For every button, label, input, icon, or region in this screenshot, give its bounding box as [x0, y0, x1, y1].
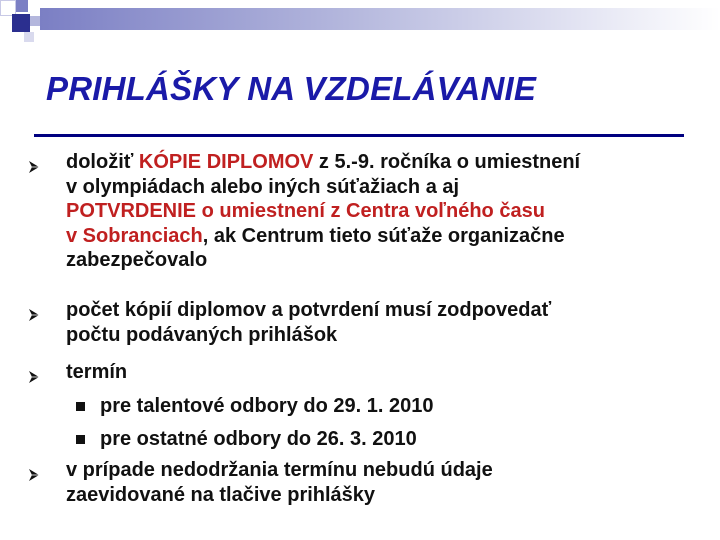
bullet-item: [66, 458, 706, 507]
corner-square-blue: [16, 0, 28, 12]
bullet-text-line: [66, 323, 706, 348]
highlighted-text: POTVRDENIE o umiestnení z Centra voľného času: [66, 200, 545, 223]
bullet-item: [66, 298, 706, 347]
highlighted-text: KÓPIE DIPLOMOV: [138, 151, 314, 173]
square-bullet-icon: [76, 402, 85, 411]
bullet-text-line: [66, 150, 706, 175]
bullet-item: [66, 150, 706, 273]
corner-square-dark: [12, 14, 30, 32]
bullet-text-line: [66, 458, 706, 483]
arrow-bullet-icon: [28, 366, 40, 380]
text-segment: z 5.-9. ročníka o umiestnení: [313, 151, 581, 173]
square-bullet-icon: [76, 435, 85, 444]
arrow-bullet-icon: [28, 156, 40, 170]
corner-square-pale: [24, 32, 34, 42]
header-gradient-bar: [40, 8, 720, 30]
title-underline: [34, 134, 684, 137]
bullet-item: [66, 360, 706, 385]
bullet-text-line: [66, 248, 706, 273]
text-segment: doložiť: [66, 151, 139, 173]
text-segment: v olympiádach alebo iných súťažiach a aj: [66, 175, 460, 198]
arrow-bullet-icon: [28, 464, 40, 478]
sub-bullet-item: [100, 427, 700, 452]
arrow-bullet-icon: [28, 304, 40, 318]
text-segment: termín: [66, 361, 128, 383]
text-segment: v prípade nedodržania termínu nebudú údaje: [66, 459, 493, 481]
bullet-text-line: [66, 483, 706, 508]
text-segment: počet kópií diplomov a potvrdení musí zodpovedať: [66, 299, 552, 321]
slide-title: PRIHLÁŠKY NA VZDELÁVANIE: [46, 70, 537, 107]
highlighted-text: v Sobranciach: [66, 224, 203, 247]
sub-bullet-item: [100, 394, 700, 419]
bullet-text-line: [66, 298, 706, 323]
sub-bullet-text: pre ostatné odbory do 26. 3. 2010: [100, 428, 417, 450]
text-segment: , ak Centrum tieto súťaže organizačne: [202, 224, 565, 247]
bullet-text-line: [66, 224, 706, 249]
text-segment: zaevidované na tlačive prihlášky: [66, 483, 376, 506]
bullet-text-line: [66, 360, 706, 385]
text-segment: počtu podávaných prihlášok: [66, 323, 338, 346]
text-segment: zabezpečovalo: [66, 249, 208, 272]
sub-bullet-text: pre talentové odbory do 29. 1. 2010: [100, 395, 434, 417]
bullet-text-line: [66, 199, 706, 224]
bullet-text-line: [66, 175, 706, 200]
corner-square-light: [30, 16, 40, 26]
